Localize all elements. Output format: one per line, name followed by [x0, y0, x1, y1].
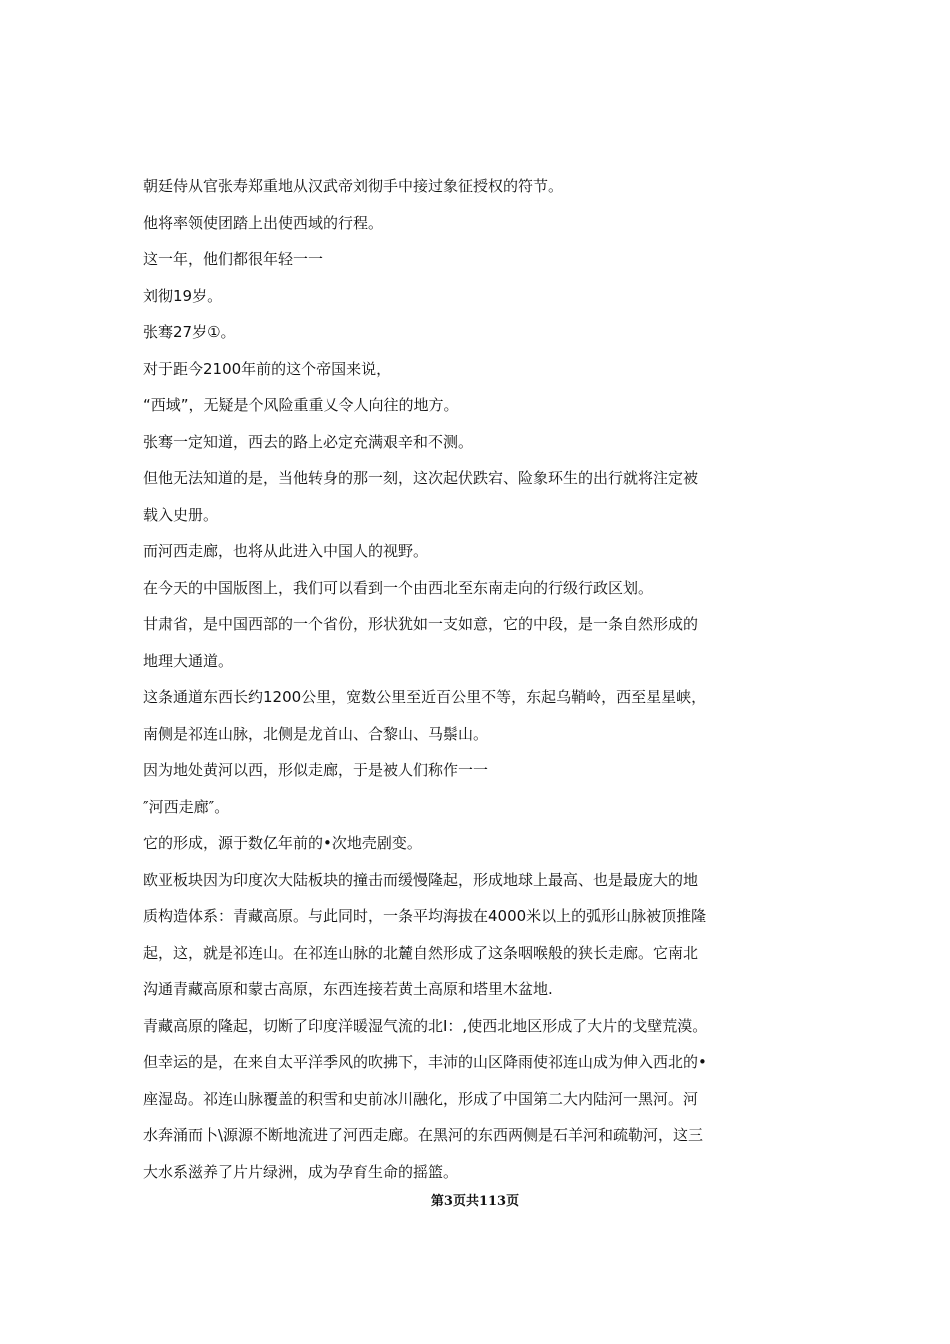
text-line: 因为地处黄河以西，形似走廊，于是被人们称作一一: [143, 761, 489, 779]
text-line: 朝廷侍从官张寿郑重地从汉武帝刘彻手中接过象征授权的符节。: [143, 177, 564, 195]
page-footer: 第3页共113页: [430, 1194, 520, 1209]
text-line: 青藏高原的隆起，切断了印度洋暖湿气流的北I：,使西北地区形成了大片的戈壁荒漠。: [143, 1016, 708, 1035]
text-line: 欧亚板块因为印度次大陆板块的撞击而缓慢隆起，形成地球上最高、也是最庞大的地: [143, 870, 699, 889]
text-line: 沟通青藏高原和蒙古高原，东西连接若黄土高原和塔里木盆地.: [143, 980, 553, 998]
body-text: [143, 173, 823, 1195]
text-line: 在今天的中国版图上，我们可以看到一个由西北至东南走向的行级行政区划。: [143, 578, 654, 597]
text-line: 南侧是祁连山脉，北侧是龙首山、合黎山、马鬃山。: [143, 724, 489, 743]
text-line: 对于距今2100年前的这个帝国来说，: [143, 359, 392, 378]
text-line: 座湿岛。祁连山脉覆盖的积雪和史前冰川融化，形成了中国第二大内陆河一黑河。河: [143, 1089, 699, 1108]
text-line: 张骞一定知道，西去的路上必定充满艰辛和不测。: [143, 432, 474, 451]
text-line: 他将率领使团踏上出使西域的行程。: [143, 213, 384, 232]
text-line: “西域”，无疑是个风险重重乂令人向往的地方。: [143, 396, 459, 414]
text-line: 大水系滋养了片片绿洲，成为孕育生命的摇篮。: [143, 1162, 459, 1181]
text-line: 但幸运的是，在来自太平洋季风的吹拂下，丰沛的山区降雨使祁连山成为伸入西北的•: [143, 1053, 707, 1071]
text-line: 质构造体系：青藏高原。与此同时，一条平均海拔在4000米以上的弧形山脉被顶推隆: [143, 907, 707, 925]
text-line: 起，这，就是祁连山。在祁连山脉的北麓自然形成了这条咽喉般的狭长走廊。它南北: [143, 943, 699, 962]
text-line: 刘彻19岁。: [143, 286, 223, 305]
text-line: 甘肃省，是中国西部的一个省份，形状犹如一支如意，它的中段，是一条自然形成的: [143, 615, 699, 633]
text-line: ″河西走廊″。: [143, 797, 230, 816]
text-line: 而河西走廊，也将从此进入中国人的视野。: [143, 542, 429, 560]
text-line: 水奔涌而卜\源源不断地流进了河西走廊。在黑河的东西两侧是石羊河和疏勒河，这三: [143, 1126, 704, 1144]
text-line: 这一年，他们都很年轻一一: [143, 250, 324, 268]
text-line: 地理大通道。: [143, 651, 234, 670]
text-line: 张骞27岁①。: [143, 323, 236, 341]
text-line: 载入史册。: [143, 505, 219, 524]
text-line: 它的形成，源于数亿年前的•次地壳剧变。: [143, 834, 422, 852]
text-line: 但他无法知道的是，当他转身的那一刻，这次起伏跌宕、险象环生的出行就将注定被: [143, 469, 699, 487]
text-line: 这条通道东西长约1200公里，宽数公里至近百公里不等，东起乌鞘岭，西至星星峡，: [143, 688, 707, 706]
